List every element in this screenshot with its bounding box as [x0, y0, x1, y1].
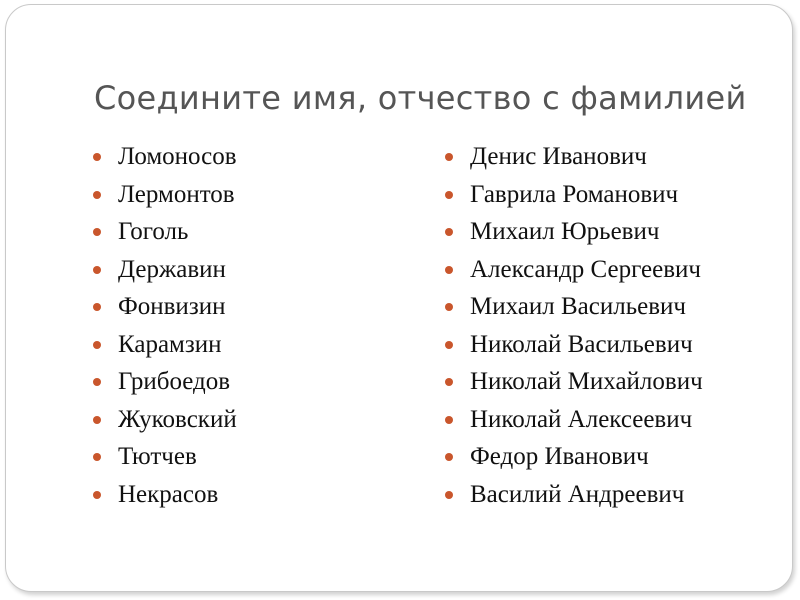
bullet-dot-icon	[93, 191, 101, 199]
bullet-dot-icon	[445, 266, 453, 274]
bullet-dot-icon	[93, 491, 101, 499]
surname-text: Карамзин	[118, 330, 222, 358]
name-text: Николай Алексеевич	[470, 405, 693, 433]
surname-text: Лермонтов	[118, 180, 235, 208]
list-item	[90, 251, 237, 289]
name-list	[442, 138, 703, 513]
list-item	[90, 176, 237, 214]
bullet-dot-icon	[93, 153, 101, 161]
list-item	[90, 438, 237, 476]
name-text: Николай Васильевич	[470, 330, 693, 358]
surname-text: Фонвизин	[118, 293, 226, 320]
list-item	[90, 138, 237, 176]
name-text: Михаил Васильевич	[470, 293, 686, 320]
bullet-dot-icon	[93, 378, 101, 386]
bullet-dot-icon	[93, 266, 101, 274]
surname-text: Некрасов	[118, 480, 219, 508]
name-text: Федор Иванович	[470, 443, 649, 470]
name-text: Денис Иванович	[470, 143, 647, 170]
list-item	[442, 251, 703, 289]
slide	[5, 4, 793, 592]
surname-text: Грибоедов	[118, 368, 231, 395]
bullet-dot-icon	[445, 491, 453, 499]
name-text: Александр Сергеевич	[470, 255, 701, 283]
surname-text: Державин	[118, 255, 226, 283]
list-item	[90, 363, 237, 401]
name-text: Николай Михайлович	[470, 368, 703, 395]
bullet-dot-icon	[93, 228, 101, 236]
bullet-dot-icon	[445, 303, 453, 311]
list-item	[442, 438, 703, 476]
surname-text: Ломоносов	[118, 143, 237, 170]
slide-title: Соедините имя, отчество с фамилией	[94, 79, 747, 117]
name-text: Гаврила Романович	[470, 180, 679, 208]
list-item	[90, 326, 237, 364]
list-item	[442, 363, 703, 401]
surname-text: Тютчев	[118, 443, 197, 470]
list-item	[90, 288, 237, 326]
bullet-dot-icon	[445, 228, 453, 236]
bullet-dot-icon	[93, 416, 101, 424]
bullet-dot-icon	[93, 453, 101, 461]
list-item	[90, 476, 237, 514]
list-item	[442, 476, 703, 514]
name-text: Михаил Юрьевич	[470, 218, 660, 245]
list-item	[442, 213, 703, 251]
bullet-dot-icon	[445, 416, 453, 424]
list-item	[90, 213, 237, 251]
list-item	[442, 288, 703, 326]
name-text: Василий Андреевич	[470, 480, 685, 508]
bullet-dot-icon	[93, 341, 101, 349]
bullet-dot-icon	[445, 453, 453, 461]
bullet-dot-icon	[445, 191, 453, 199]
list-item	[442, 176, 703, 214]
surname-text: Жуковский	[118, 405, 237, 433]
bullet-dot-icon	[93, 303, 101, 311]
bullet-dot-icon	[445, 378, 453, 386]
bullet-dot-icon	[445, 153, 453, 161]
surname-text: Гоголь	[118, 218, 189, 245]
list-item	[442, 326, 703, 364]
list-item	[90, 401, 237, 439]
list-item	[442, 401, 703, 439]
surname-list	[90, 138, 237, 513]
list-item	[442, 138, 703, 176]
bullet-dot-icon	[445, 341, 453, 349]
